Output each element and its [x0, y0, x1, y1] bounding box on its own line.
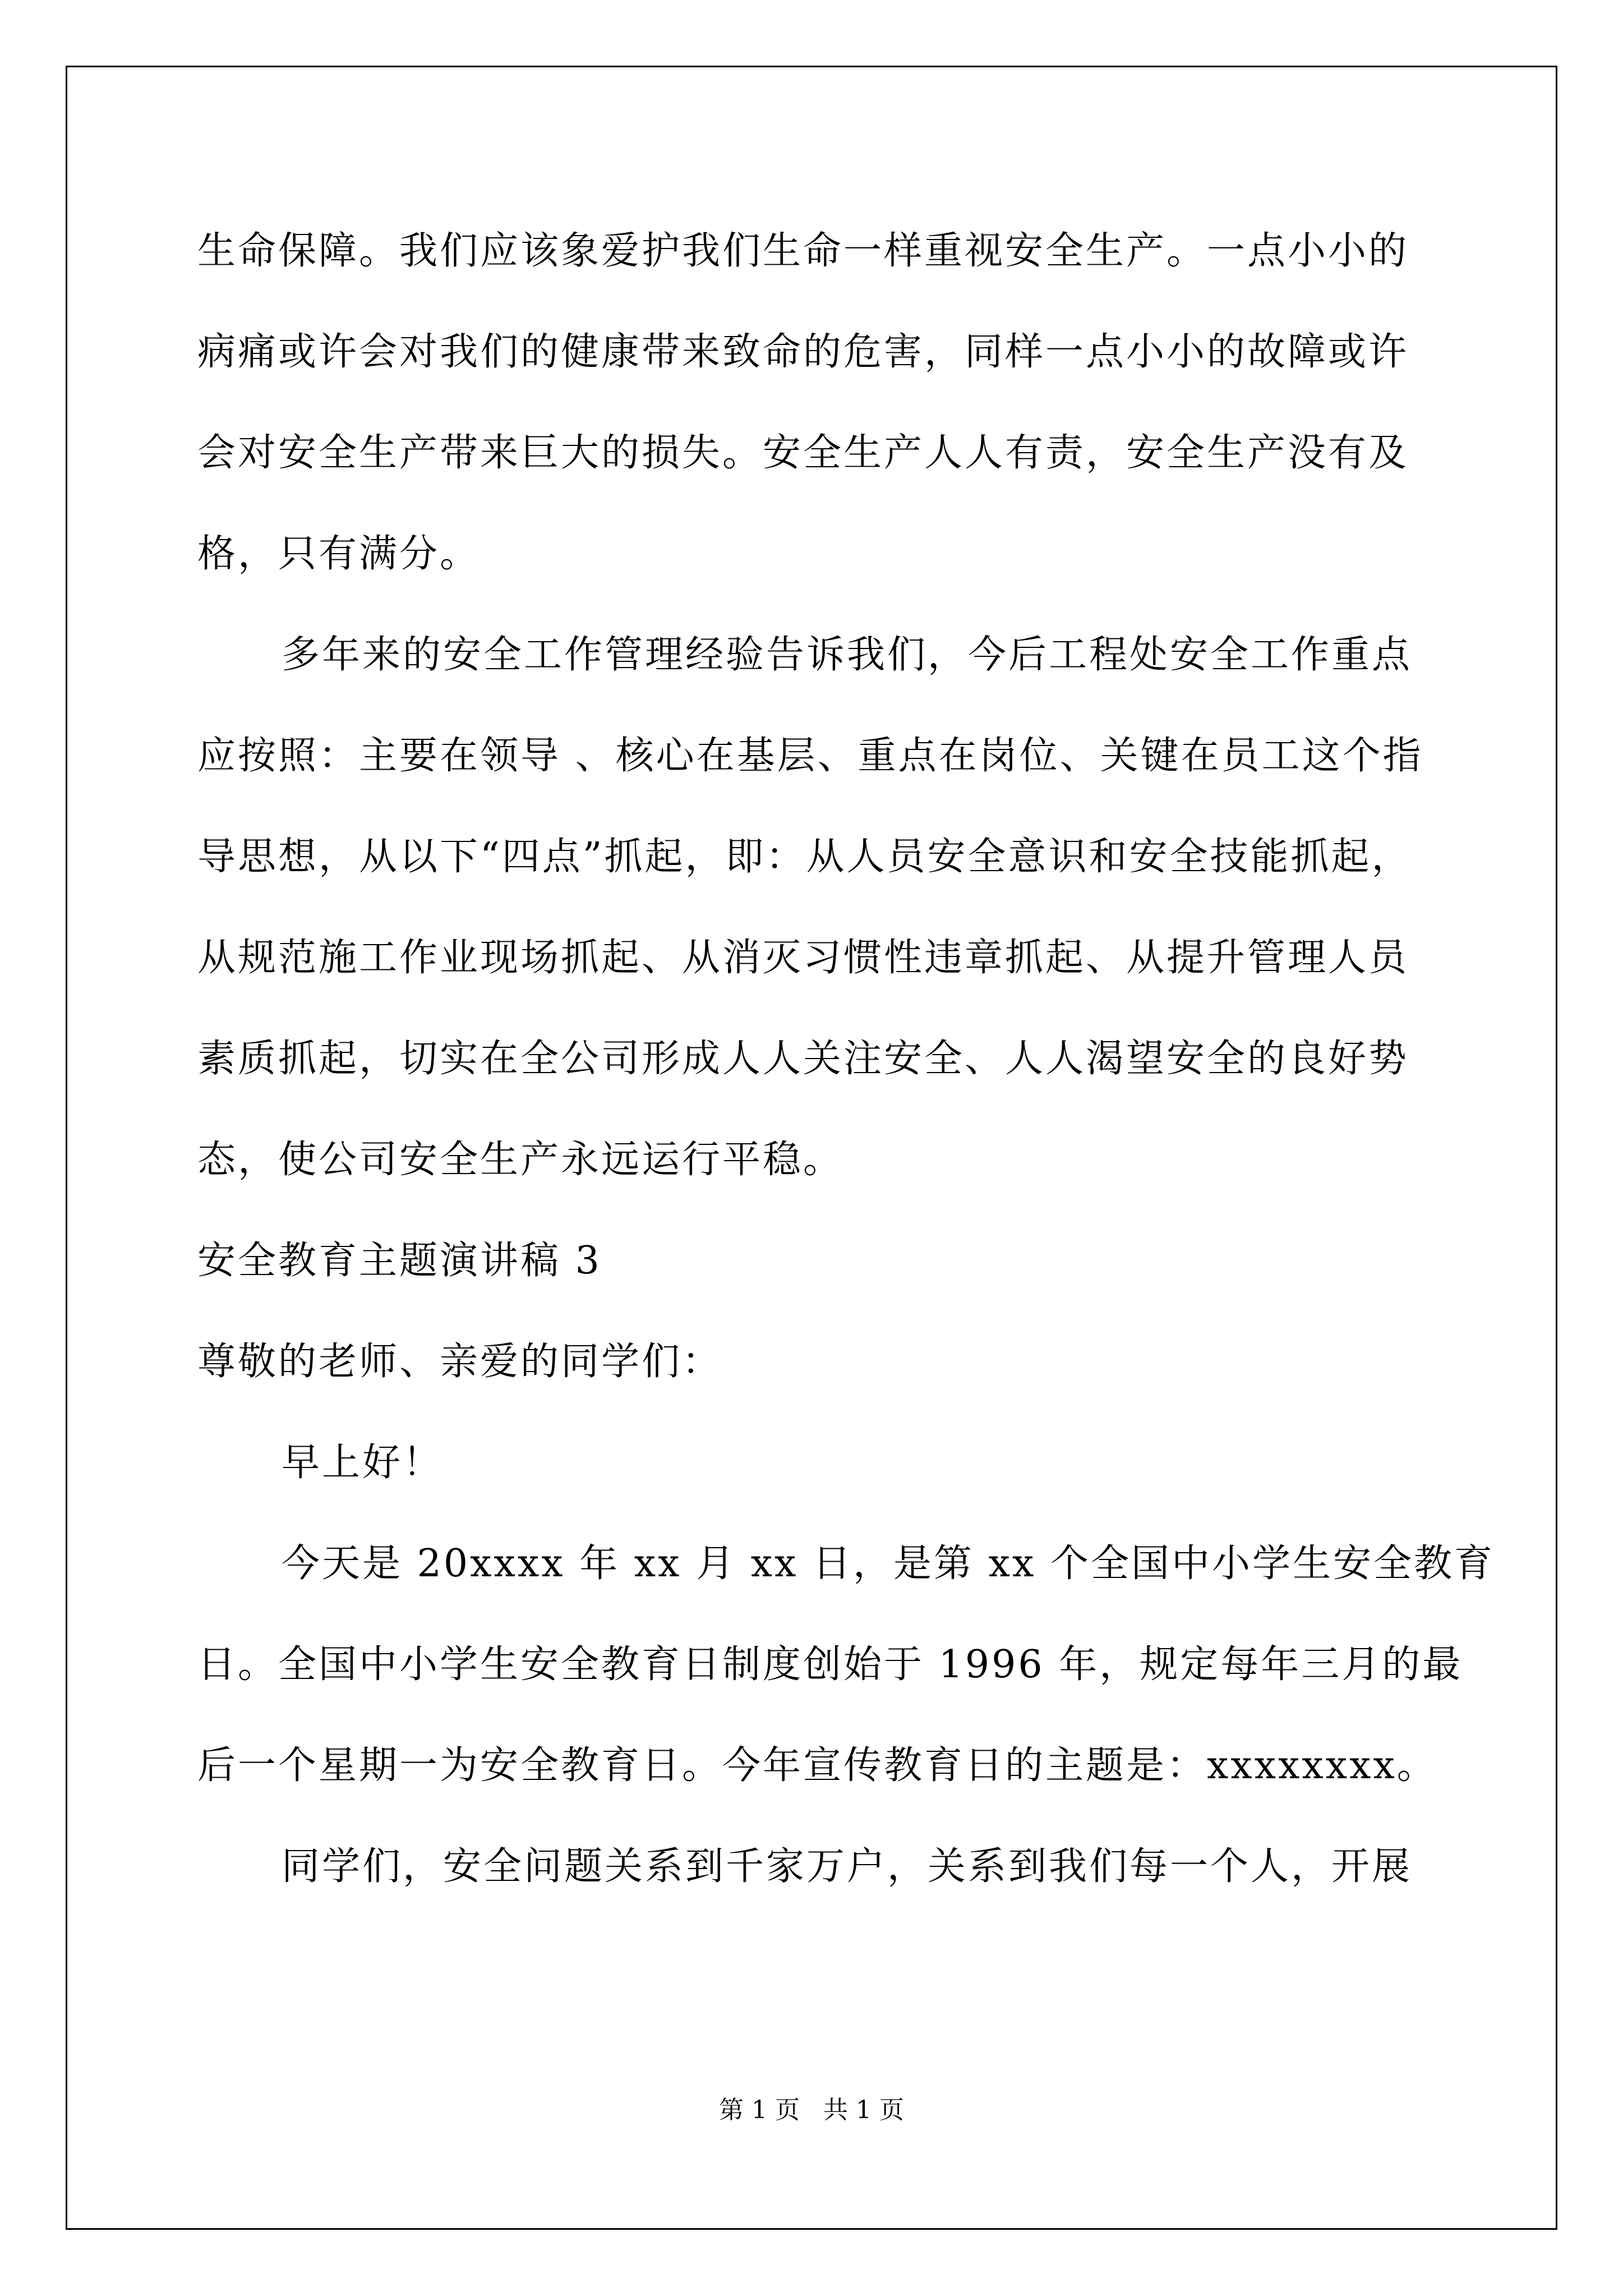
text-line: 导思想，从以下“四点”抓起，即：从人员安全意识和安全技能抓起，: [197, 835, 1412, 879]
text-line: 后一个星期一为安全教育日。今年宣传教育日的主题是：xxxxxxxx。: [197, 1743, 1437, 1788]
text-line: 今天是 20xxxx 年 xx 月 xx 日，是第 xx 个全国中小学生安全教育: [282, 1542, 1495, 1586]
text-line: 病痛或许会对我们的健康带来致命的危害，同样一点小小的故障或许: [197, 330, 1409, 374]
text-line: 多年来的安全工作管理经验告诉我们，今后工程处安全工作重点: [282, 633, 1413, 677]
text-line: 素质抓起，切实在全公司形成人人关注安全、人人渴望安全的良好势: [197, 1037, 1409, 1081]
text-line: 生命保障。我们应该象爱护我们生命一样重视安全生产。一点小小的: [197, 229, 1409, 273]
greeting: 早上好！: [282, 1441, 444, 1485]
text-line: 应按照：主要在领导 、核心在基层、重点在岗位、关键在员工这个指: [197, 734, 1423, 778]
text-line: 同学们，安全问题关系到千家万户，关系到我们每一个人，开展: [282, 1844, 1413, 1889]
page-footer: 第 1 页 共 1 页: [719, 2096, 904, 2124]
section-heading: 安全教育主题演讲稿 3: [197, 1239, 602, 1283]
text-line: 态，使公司安全生产永远运行平稳。: [197, 1138, 844, 1182]
text-line: 格，只有满分。: [197, 532, 481, 576]
text-line: 会对安全生产带来巨大的损失。安全生产人人有责，安全生产没有及: [197, 431, 1409, 475]
salutation: 尊敬的老师、亲爱的同学们：: [197, 1340, 723, 1384]
text-line: 日。全国中小学生安全教育日制度创始于 1996 年，规定每年三月的最: [197, 1642, 1463, 1687]
text-line: 从规范施工作业现场抓起、从消灭习惯性违章抓起、从提升管理人员: [197, 936, 1409, 980]
